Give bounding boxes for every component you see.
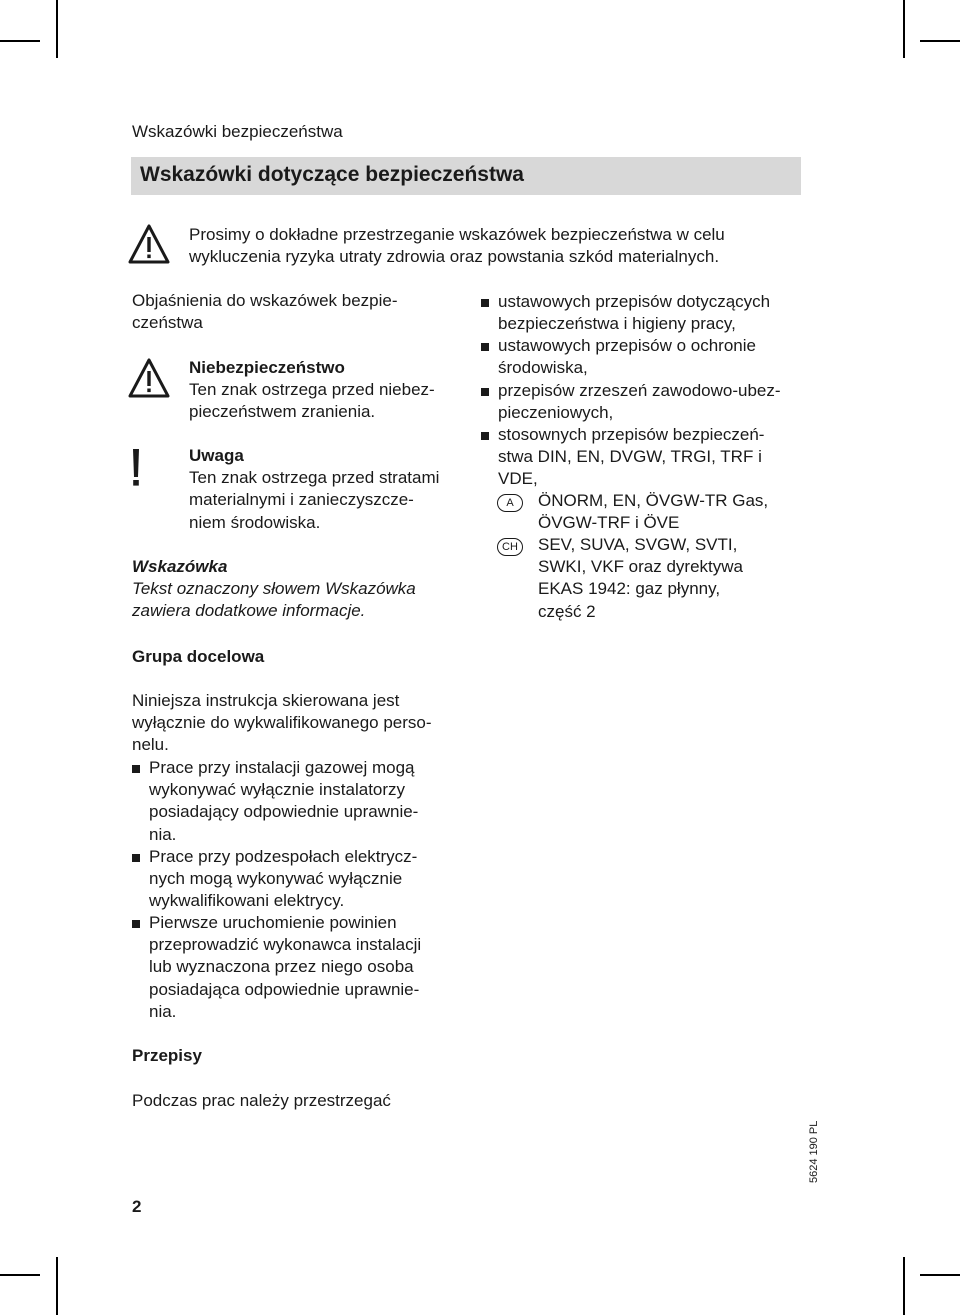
country-regulations-austria [538,490,768,534]
heading-line: Objaśnienia do wskazówek bezpie- [132,291,398,310]
crop-mark [920,1274,960,1276]
intro-line: nelu. [132,735,169,755]
country-badge-switzerland: CH [497,538,523,556]
warning-triangle-icon [128,224,170,264]
list-item-line: bezpieczeństwa i higieny pracy, [498,314,736,334]
target-group-heading: Grupa docelowa [132,647,265,666]
list-item [481,424,764,491]
list-item-line: ustawowych przepisów o ochronie [498,336,756,355]
crop-mark [56,1257,58,1315]
caution-line: materialnymi i zanieczyszcze- [189,490,414,510]
country-line: ÖNORM, EN, ÖVGW-TR Gas, [538,491,769,510]
list-item [132,757,418,846]
exclamation-icon [128,448,144,488]
list-item-line: wykwalifikowani elektrycy. [149,891,345,911]
note-line: Tekst oznaczony słowem Wskazówka [132,579,416,599]
danger-title: Niebezpieczeństwo [189,358,345,377]
heading-line: czeństwa [132,313,203,333]
country-line: SEV, SUVA, SVGW, SVTI, [538,535,738,554]
intro-line: wyłącznie do wykwalifikowanego perso- [132,713,432,733]
list-item [132,912,421,1023]
caution-title: Uwaga [189,446,244,465]
list-item-line: środowiska, [498,358,588,378]
intro-line: Prosimy o dokładne przestrzeganie wskazówek bezpieczeństwa w celu [189,225,725,244]
list-item-line: ustawowych przepisów dotyczących [498,292,771,311]
caution-explanation [189,445,439,534]
crop-mark [56,0,58,58]
list-item-line: stosownych przepisów bezpieczeń- [498,425,765,444]
warning-triangle-icon [128,358,170,398]
caution-line: Ten znak ostrzega przed stratami [189,468,440,488]
crop-mark [903,0,905,58]
country-line: EKAS 1942: gaz płynny, [538,579,721,599]
list-item [481,291,770,335]
page-title: Wskazówki dotyczące bezpieczeństwa [140,163,524,186]
section-header: Wskazówki bezpieczeństwa [132,122,343,141]
list-item-line: pieczeniowych, [498,403,614,423]
intro-line: Niniejsza instrukcja skierowana jest [132,691,400,710]
country-line: część 2 [538,601,596,621]
title-banner [131,157,801,195]
list-item [481,380,781,424]
list-item-line: VDE, [498,469,538,489]
list-item [481,335,756,379]
list-item-line: przeprowadzić wykonawca instalacji [149,935,422,955]
country-line: ÖVGW-TRF i ÖVE [538,513,680,533]
regulations-heading: Przepisy [132,1046,202,1065]
list-item-line: stwa DIN, EN, DVGW, TRGI, TRF i [498,447,762,467]
list-item-line: nych mogą wykonywać wyłącznie [149,869,403,889]
country-badge-austria: A [497,494,523,512]
list-item-line: Prace przy instalacji gazowej mogą [149,758,415,777]
note-explanation [132,556,416,623]
list-item-line: Prace przy podzespołach elektrycz- [149,847,418,866]
list-item-line: nia. [149,1001,177,1021]
list-item-line: lub wyznaczona przez niego osoba [149,957,414,977]
crop-mark [903,1257,905,1315]
crop-mark [0,40,40,42]
danger-explanation [189,357,435,424]
list-item-line: wykonywać wyłącznie instalatorzy [149,780,406,800]
caution-line: niem środowiska. [189,512,321,532]
list-item-line: posiadający odpowiednie uprawnie- [149,802,419,822]
country-line: SWKI, VKF oraz dyrektywa [538,557,743,577]
list-item-line: nia. [149,824,177,844]
crop-mark [0,1274,40,1276]
crop-mark [920,40,960,42]
list-item [132,846,417,913]
intro-line: wykluczenia ryzyka utraty zdrowia oraz powstania szkód materialnych. [189,247,720,267]
page-number: 2 [132,1197,142,1216]
danger-line: pieczeństwem zranienia. [189,402,376,422]
list-item-line: przepisów zrzeszeń zawodowo-ubez- [498,381,781,400]
note-title: Wskazówka [132,557,228,576]
explanations-heading [132,290,398,334]
document-code: 5624 190 PL [808,1120,820,1183]
danger-line: Ten znak ostrzega przed niebez- [189,380,435,400]
country-regulations-switzerland [538,534,743,623]
list-item-line: posiadająca odpowiednie uprawnie- [149,979,420,999]
intro-text [189,224,725,268]
list-item-line: Pierwsze uruchomienie powinien [149,913,397,932]
note-line: zawiera dodatkowe informacje. [132,601,366,621]
target-group-intro [132,690,432,757]
regulations-intro: Podczas prac należy przestrzegać [132,1091,391,1110]
